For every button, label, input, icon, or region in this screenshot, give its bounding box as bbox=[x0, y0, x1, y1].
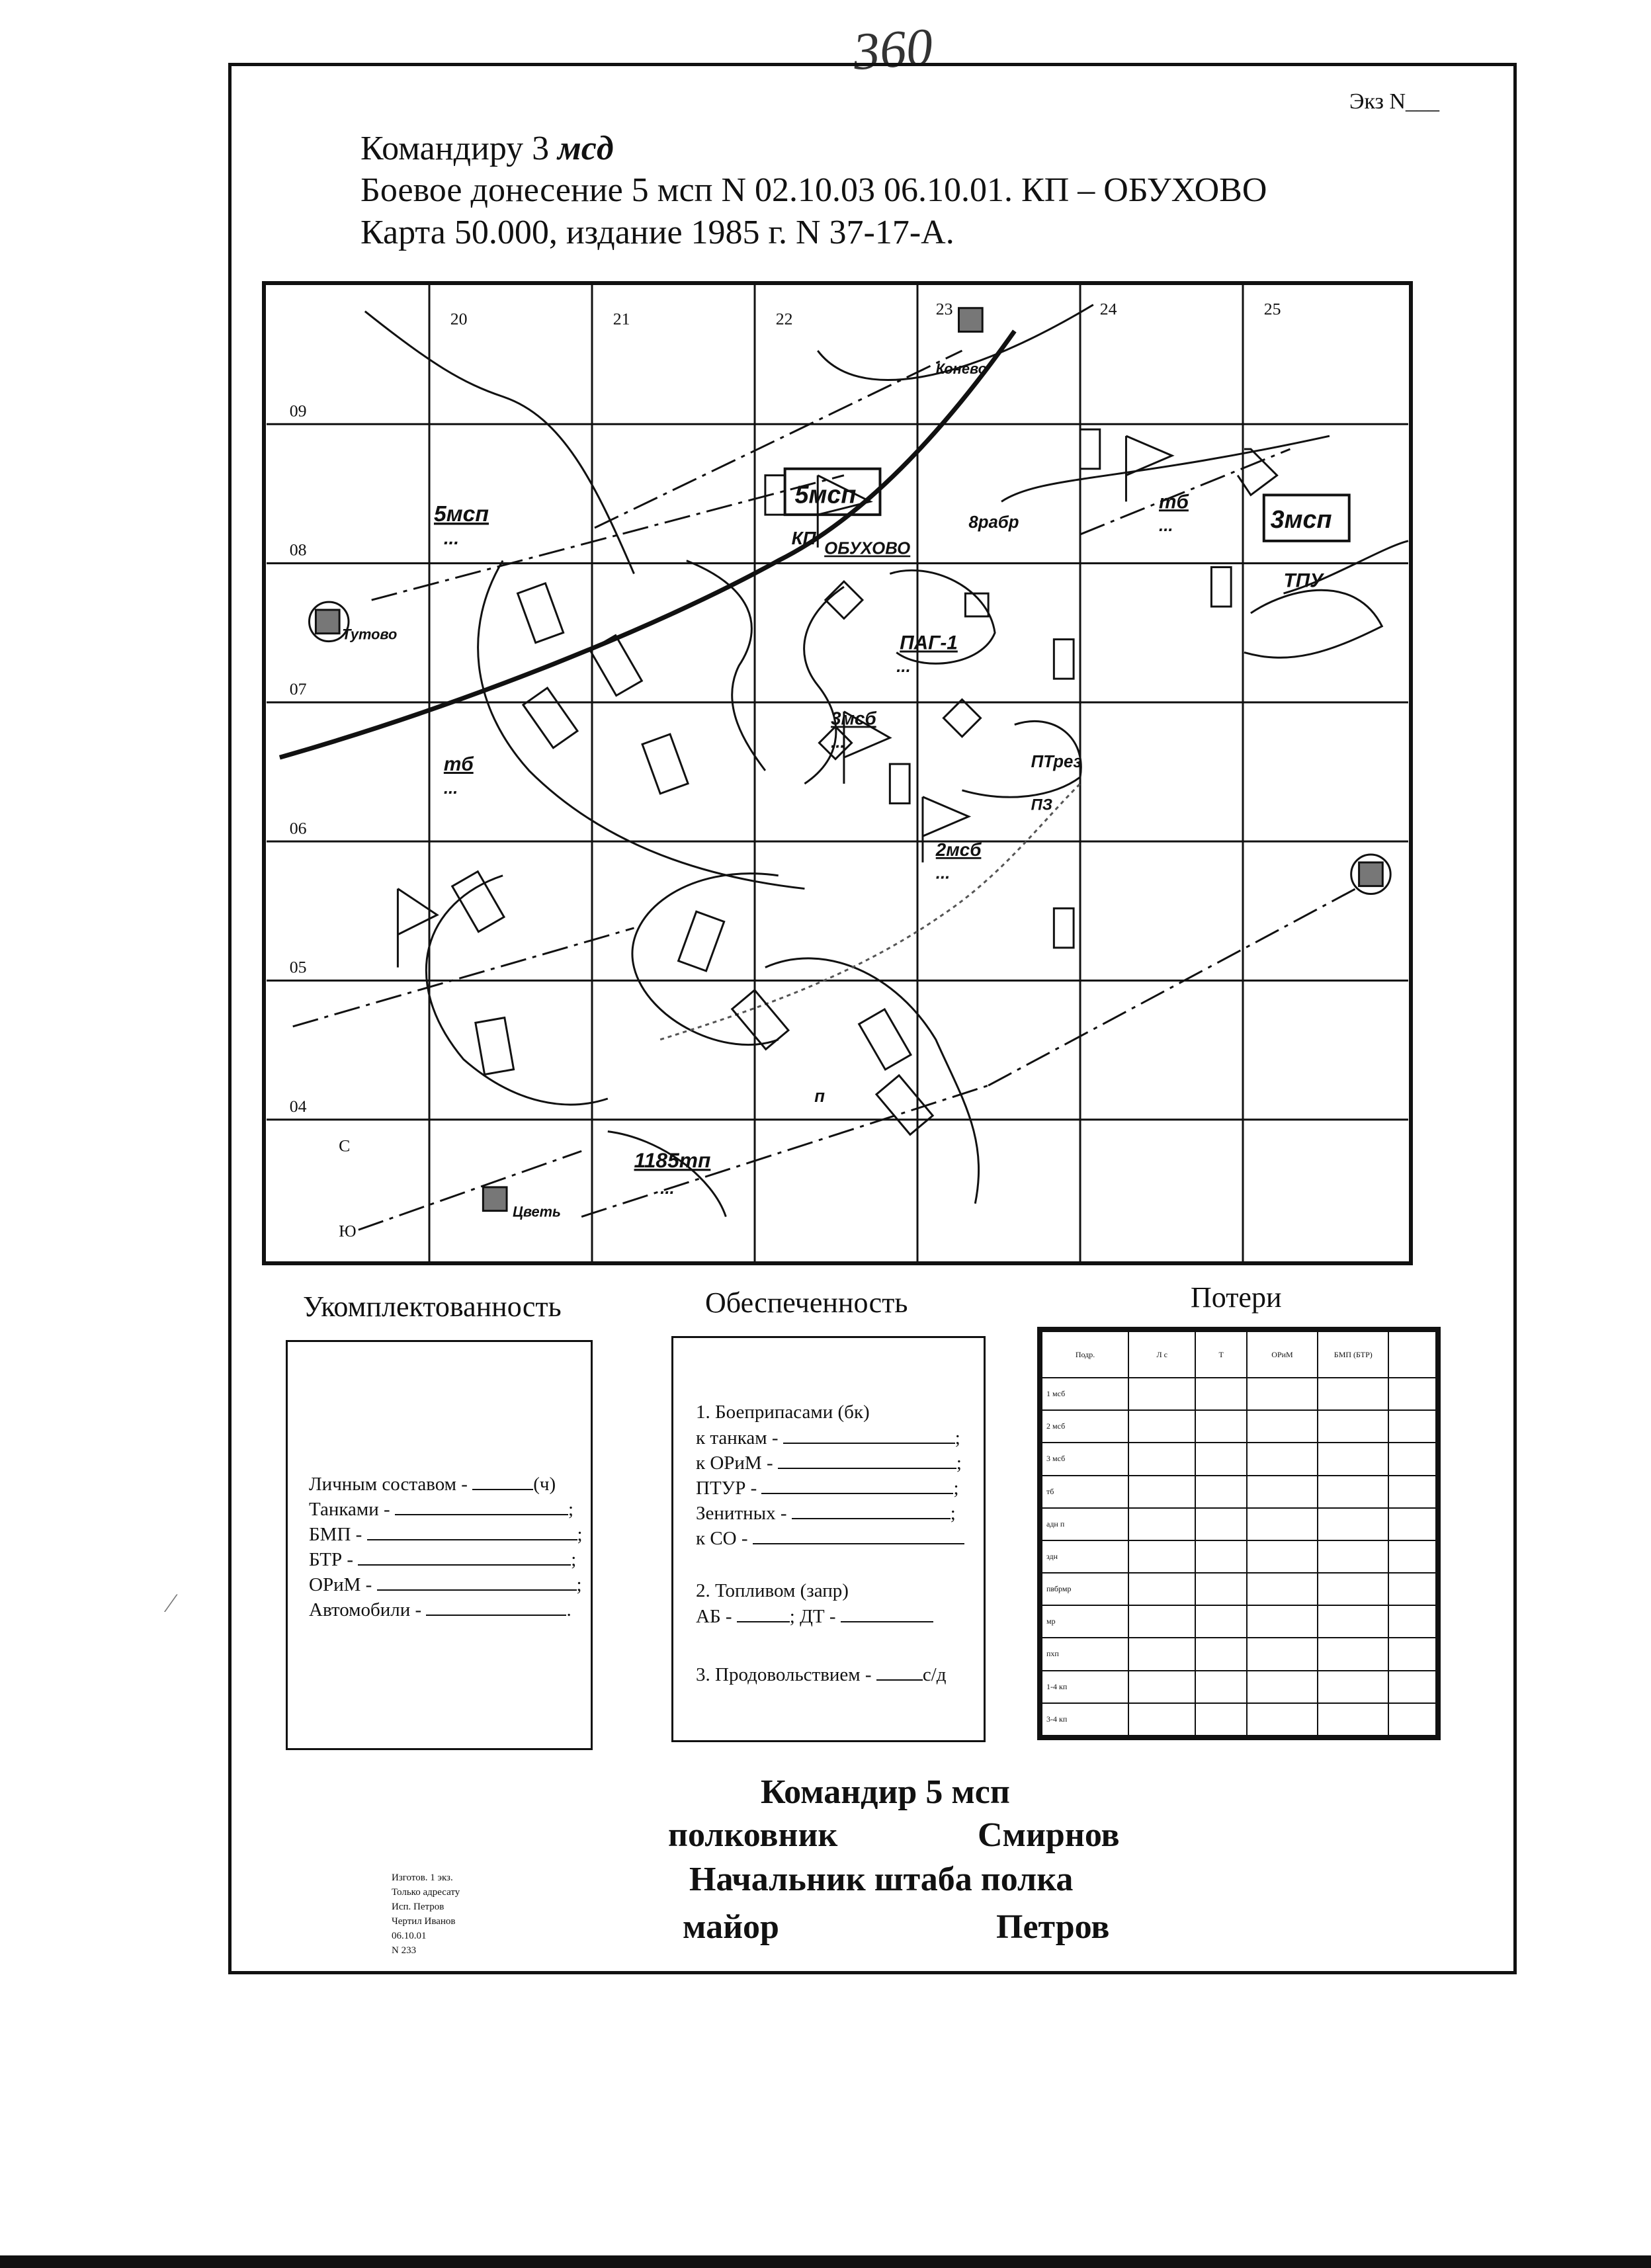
grid-col-20: 20 bbox=[450, 309, 468, 329]
label-tpu: ТПУ bbox=[1283, 569, 1324, 592]
commander-title: Командир 5 мсп bbox=[761, 1773, 1010, 1811]
label-pz: ПЗ bbox=[1031, 796, 1053, 814]
staffing-tanks: Танками - ; bbox=[309, 1499, 573, 1520]
label-pag1: ПАГ-1 bbox=[900, 632, 958, 654]
col-personnel: Л с bbox=[1128, 1331, 1195, 1378]
grid-row-07: 07 bbox=[289, 679, 307, 698]
village-tutovo: Тутово bbox=[342, 626, 398, 643]
label-dots-5: ... bbox=[831, 733, 845, 752]
unit-label-boxes bbox=[785, 469, 1349, 541]
village-konevo: Конево bbox=[935, 360, 987, 377]
addressee-unit: мсд bbox=[558, 130, 614, 167]
label-dots-1: ... bbox=[443, 527, 459, 548]
staffing-personnel: Личным составом - (ч) bbox=[309, 1474, 556, 1495]
supply-fuel-header: 2. Топливом (запр) bbox=[696, 1580, 849, 1601]
label-8rabr: 8рабр bbox=[968, 513, 1019, 532]
label-obukhovo: ОБУХОВО bbox=[824, 539, 911, 558]
grid-col-24: 24 bbox=[1099, 299, 1117, 319]
village-tsvet: Цветь bbox=[512, 1203, 562, 1220]
staffing-vehicles: Автомобили - . bbox=[309, 1599, 572, 1620]
tactical-map bbox=[262, 281, 1413, 1265]
grid-col-23: 23 bbox=[935, 299, 953, 319]
label-ptrez: ПТрез bbox=[1031, 753, 1082, 772]
table-row: пвбрмр bbox=[1042, 1573, 1436, 1605]
staffing-bmp: БМП - ; bbox=[309, 1524, 583, 1545]
label-5msp-left: 5мсп bbox=[433, 501, 489, 527]
table-row: 1 мсб bbox=[1042, 1378, 1436, 1410]
compass-south: Ю bbox=[339, 1221, 357, 1241]
addressee-prefix: Командиру 3 bbox=[360, 130, 558, 167]
col-bmp: БМП (БТР) bbox=[1318, 1331, 1388, 1378]
table-row: 1-4 кп bbox=[1042, 1671, 1436, 1703]
table-row: 2 мсб bbox=[1042, 1410, 1436, 1443]
grid-row-09: 09 bbox=[289, 401, 307, 421]
label-5msp-box: 5мсп bbox=[794, 480, 857, 509]
label-dots-3: ... bbox=[443, 778, 458, 798]
supply-box bbox=[671, 1336, 986, 1742]
grid-col-25: 25 bbox=[1263, 299, 1281, 319]
grid-row-08: 08 bbox=[289, 540, 307, 560]
label-tb-left: тб bbox=[443, 753, 474, 776]
staffing-btr: БТР - ; bbox=[309, 1549, 577, 1570]
table-row: адн п bbox=[1042, 1508, 1436, 1540]
supply-ammo-orim: к ОРиМ - ; bbox=[696, 1452, 962, 1474]
scan-edge bbox=[0, 2255, 1651, 2268]
label-3msb: 3мсб bbox=[831, 708, 876, 729]
grid-row-05: 05 bbox=[289, 957, 307, 977]
supply-ammo-so: к СО - bbox=[696, 1527, 964, 1550]
grid-col-22: 22 bbox=[775, 309, 793, 329]
commander-rank: полковник bbox=[668, 1816, 838, 1854]
chief-of-staff-title: Начальник штаба полка bbox=[689, 1861, 1074, 1898]
map-labels bbox=[342, 360, 1332, 1220]
label-2msb: 2мсб bbox=[935, 839, 982, 860]
grid-col-21: 21 bbox=[613, 309, 630, 329]
chief-of-staff-name: Петров bbox=[996, 1908, 1110, 1946]
map-reference: Карта 50.000, издание 1985 г. N 37-17-А. bbox=[360, 214, 954, 251]
grid-row-06: 06 bbox=[289, 818, 307, 838]
losses-table bbox=[1037, 1327, 1441, 1740]
unit-positions bbox=[452, 429, 1231, 1134]
label-tb-top: тб bbox=[1159, 491, 1189, 513]
page-number: 360 bbox=[851, 17, 935, 82]
chief-of-staff-rank: майор bbox=[683, 1908, 779, 1946]
staffing-title: Укомплектованность bbox=[303, 1290, 562, 1323]
label-dots-6: ... bbox=[935, 864, 951, 883]
supply-ammo-header: 1. Боеприпасами (бк) bbox=[696, 1402, 870, 1423]
label-dots-4: ... bbox=[896, 657, 911, 677]
table-row: тб bbox=[1042, 1476, 1436, 1508]
label-dots-7: ... bbox=[660, 1179, 675, 1198]
commander-name: Смирнов bbox=[978, 1816, 1120, 1854]
losses-title: Потери bbox=[1191, 1281, 1282, 1314]
label-kp: КП bbox=[791, 527, 816, 548]
report-title: Боевое донесение 5 мсп N 02.10.03 06.10.01. КП – ОБУХОВО bbox=[360, 171, 1267, 209]
col-extra bbox=[1388, 1331, 1436, 1378]
label-3msp-box: 3мсп bbox=[1270, 505, 1332, 534]
col-unit: Подр. bbox=[1042, 1331, 1128, 1378]
map-grid bbox=[267, 285, 1408, 1261]
margin-mark: ⁄ bbox=[169, 1588, 173, 1618]
label-mp: п bbox=[814, 1087, 826, 1106]
col-tanks: Т bbox=[1195, 1331, 1246, 1378]
label-1185tp: 1185тп bbox=[634, 1148, 711, 1173]
staffing-orim: ОРиМ - ; bbox=[309, 1574, 582, 1595]
col-orim: ОРиМ bbox=[1247, 1331, 1318, 1378]
map-terrain bbox=[365, 305, 1408, 1217]
compass-north: С bbox=[339, 1136, 351, 1155]
table-row: мр bbox=[1042, 1605, 1436, 1638]
table-row: 3-4 кп bbox=[1042, 1703, 1436, 1736]
supply-food: 3. Продовольствием - с/д bbox=[696, 1664, 947, 1685]
map-canvas bbox=[266, 285, 1409, 1261]
label-dots-2: ... bbox=[1159, 516, 1173, 535]
grid-row-04: 04 bbox=[289, 1096, 307, 1116]
issued-by-block: Изготов. 1 экз. Только адресату Исп. Петров Чертил Иванов 06.10.01 N 233 bbox=[392, 1872, 460, 1956]
table-row: здн bbox=[1042, 1540, 1436, 1573]
staffing-box bbox=[286, 1340, 593, 1750]
supply-ammo-tanks: к танкам - ; bbox=[696, 1427, 960, 1449]
supply-ammo-ptur: ПТУР - ; bbox=[696, 1478, 959, 1499]
copy-number: Экз N___ bbox=[1349, 89, 1439, 114]
supply-fuel-values: АБ - ; ДТ - bbox=[696, 1605, 933, 1628]
table-row: 3 мсб bbox=[1042, 1443, 1436, 1475]
addressee-line bbox=[360, 129, 614, 168]
table-row: пхп bbox=[1042, 1638, 1436, 1670]
support-line bbox=[660, 784, 1080, 1040]
supply-title: Обеспеченность bbox=[705, 1286, 908, 1319]
supply-ammo-aa: Зенитных - ; bbox=[696, 1503, 956, 1524]
